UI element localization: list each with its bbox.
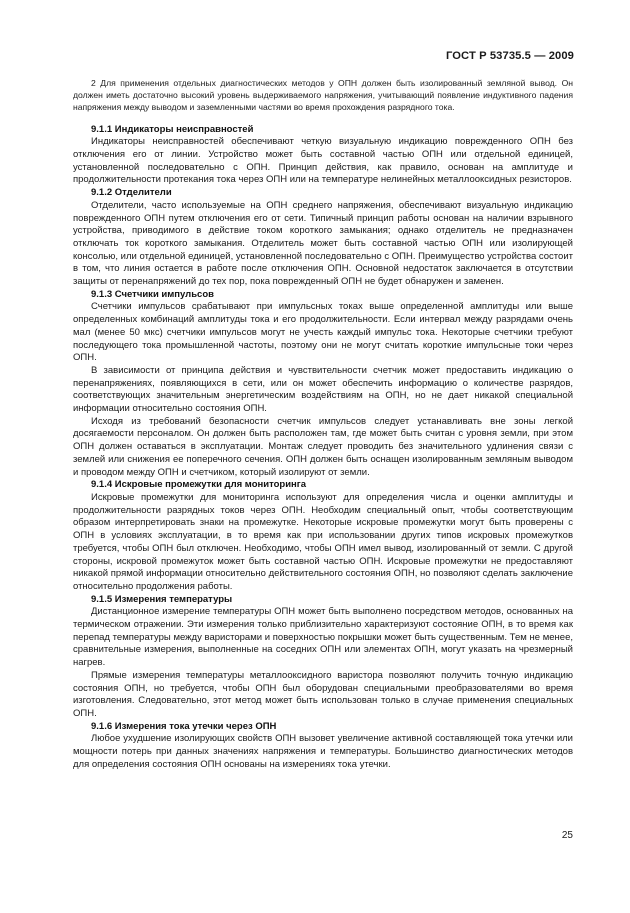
section-heading: 9.1.1 Индикаторы неисправностей <box>91 123 254 135</box>
body-paragraph: Отделители, часто используемые на ОПН среднего напряжения, обеспечивают визуальную индикацию поврежденного ОПН путем отключения его от сети. Типичный принцип работы основан на наличии взрывного устройства, приводимого в действие током короткого замыкания; однако отделитель не предназначен отключать ток короткого замыкания. Отделитель может быть составной частью ОПН или изолирующей консолью, или отдельной единицей, установленной последовательно с ОПН. Преимущество устройства состоит в том, что линия остается в работе после отключения ОПН. Основной недостаток заключается в отсутствии защиты от перенапряжений до тех пор, пока поврежденный ОПН не будет обнаружен и заменен. <box>73 199 573 288</box>
body-paragraph: В зависимости от принципа действия и чувствительности счетчик может предоставить индикацию о перенапряжениях, появляющихся в сети, или он может обеспечить информацию о количестве разрядов, соответствующих значительным энергетическим воздействиям на ОПН, но не дает никакой специальной информации относительно состояния ОПН. <box>73 364 573 415</box>
section-heading: 9.1.6 Измерения тока утечки через ОПН <box>91 720 277 732</box>
section-9-1-2 <box>73 187 573 289</box>
section-9-1-6 <box>73 721 573 772</box>
section-9-1-5 <box>73 594 573 721</box>
body-paragraph: Дистанционное измерение температуры ОПН может быть выполнено посредством методов, основанных на термическом отражении. Эти измерения только приблизительно характеризуют состояние ОПН, в то время как перепад температуры между варисторами и поверхностью покрышки может быть существенным. Тем не менее, сравнительные измерения, выполненные на соседних ОПН или элементах ОПН, могут указать на чрезмерный нагрев. <box>73 606 573 669</box>
document-code-header: ГОСТ Р 53735.5 — 2009 <box>445 50 574 62</box>
section-heading: 9.1.2 Отделители <box>91 187 172 199</box>
note-paragraph: 2 Для применения отдельных диагностических методов у ОПН должен быть изолированный земляной вывод. Он должен иметь достаточно высокий уровень выдерживаемого напряжения, учитывающий появление индуктивного падения напряжения между выводом и заземленными частями во время прохождения разрядного тока. <box>73 78 573 113</box>
body-paragraph: Искровые промежутки для мониторинга используют для определения числа и оценки амплитуды и продолжительности разрядных токов через ОПН. Необходим специальный опыт, чтобы соответствующим образом интерпретировать знаки на промежутке. Некоторые искровые промежутки могут быть проверены с ОПН в условиях эксплуатации, в то время как при использовании других типов искровых промежутков требуется, чтобы ОПН был отключен. Необходимо, чтобы ОПН имел вывод, изолированный от земли. С другой стороны, искровой промежуток может быть составной частью ОПН. Искровые промежутки не предоставляют никакой прямой информации относительно действительного состояния ОПН, но позволяют сделать заключение относительно продолжения работы. <box>73 492 573 592</box>
section-9-1-1 <box>73 124 573 188</box>
section-heading: 9.1.4 Искровые промежутки для мониторинга <box>91 479 307 491</box>
section-heading: 9.1.3 Счетчики импульсов <box>91 288 214 300</box>
body-paragraph: Счетчики импульсов срабатывают при импульсных токах выше определенной амплитуды или выше определенных комбинаций амплитуды тока и его продолжительности. Если интервал между разрядами очень мал (менее 50 мкс) счетчики импульсов могут не учесть каждый импульс тока. Некоторые счетчики требуют последующего тока промышленной частоты, поэтому они не могут считать короткие импульсные токи через ОПН. <box>73 301 573 364</box>
body-paragraph: Любое ухудшение изолирующих свойств ОПН вызовет увеличение активной составляющей тока утечки или мощности потерь при данных значениях напряжения и температуры. Большинство диагностических методов для определения состояния ОПН основаны на измерениях тока утечки. <box>73 733 573 770</box>
body-paragraph: Индикаторы неисправностей обеспечивают четкую визуальную индикацию поврежденного ОПН без отключения его от линии. Устройство может быть составной частью ОПН или отдельной единицей, установленной последовательно с ОПН. Принцип действия, как правило, основан на амплитуде и продолжительности протекания тока через ОПН или на температуре нелинейных металлооксидных резисторов. <box>73 136 573 186</box>
section-heading: 9.1.5 Измерения температуры <box>91 593 233 605</box>
page-number: 25 <box>561 830 573 841</box>
body-paragraph: Прямые измерения температуры металлооксидного варистора позволяют получить точную индикацию состояния ОПН, но требуется, чтобы ОПН был оборудован специальными преобразователями во время изготовления. Следовательно, этот метод может быть использован только в случае применения специальных ОПН. <box>73 669 573 719</box>
section-9-1-4 <box>73 479 573 593</box>
section-9-1-3 <box>73 289 573 480</box>
page-body <box>73 77 573 771</box>
body-paragraph: Исходя из требований безопасности счетчик импульсов следует устанавливать вне зоны легкой досягаемости персоналом. Он должен быть расположен там, где может быть считан с уровня земли, при этом ОПН должен оставаться в эксплуатации. Монтаж следует проводить без значительного удлинения связи с землей или снижения ее поперечного сечения. ОПН должен быть оснащен изолированным земляным выводом и проводом между ОПН и счетчиком, который изолируют от земли. <box>73 415 573 478</box>
